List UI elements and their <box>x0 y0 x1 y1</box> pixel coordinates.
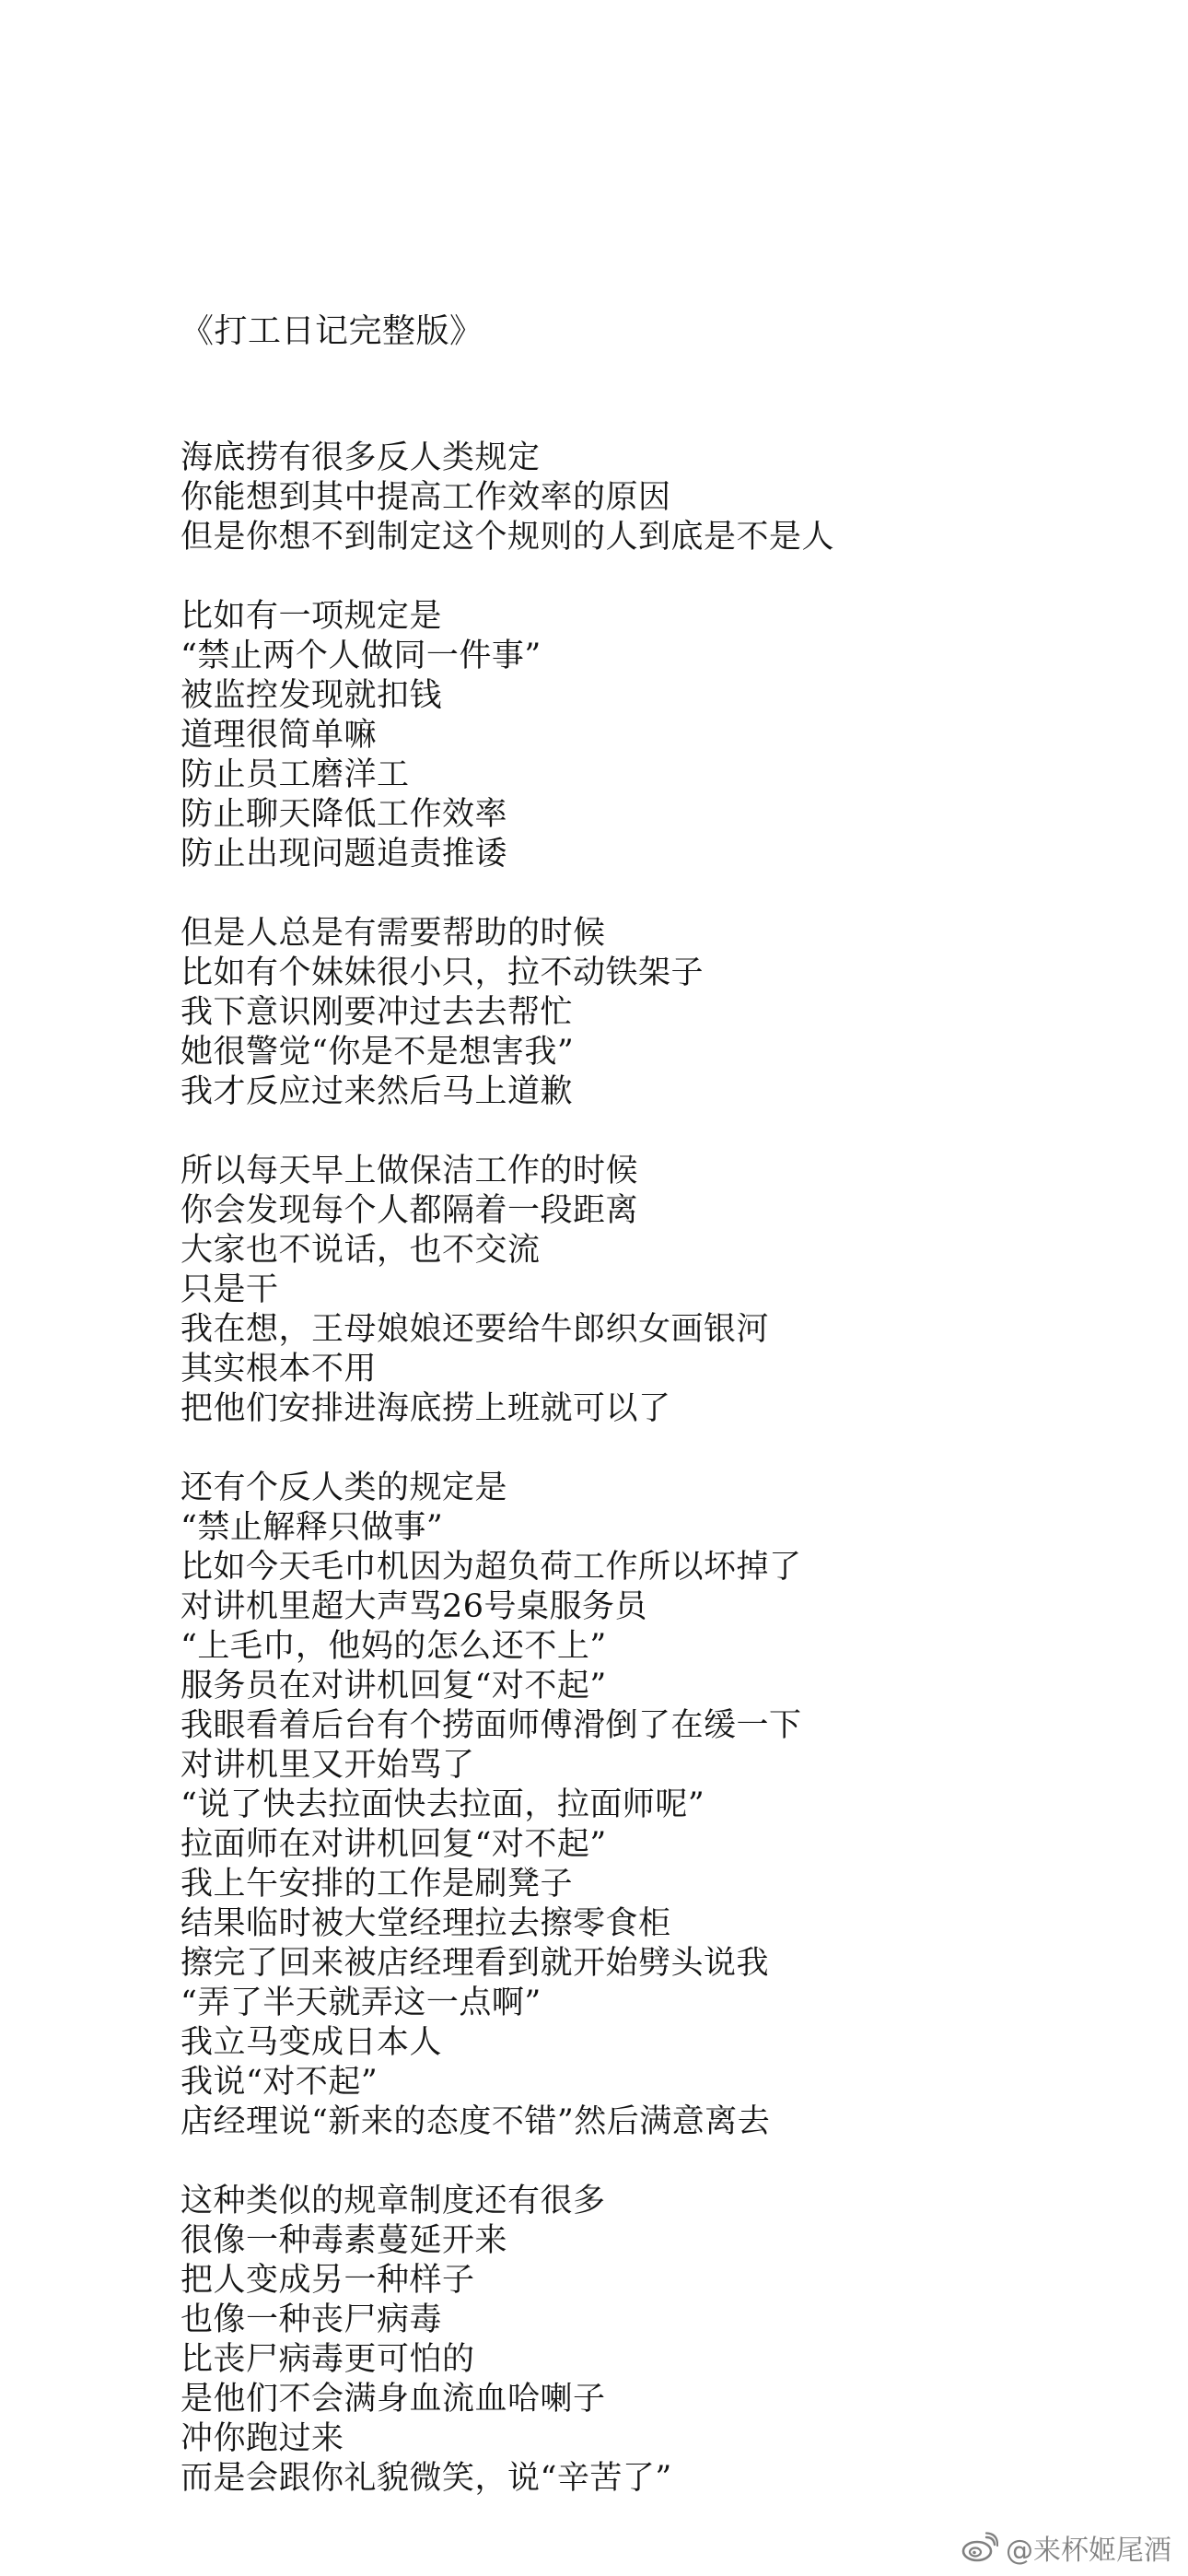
paragraph <box>181 1469 1157 2142</box>
text-line: 其实根本不用 <box>181 1351 378 1388</box>
text-line: 我在想，王母娘娘还要给牛郎织女画银河 <box>181 1311 770 1348</box>
text-line: 大家也不说话，也不交流 <box>181 1232 541 1269</box>
text-line: 只是干 <box>181 1271 279 1308</box>
text-line: 店经理说“新来的态度不错”然后满意离去 <box>181 2103 771 2140</box>
text-line: 我下意识刚要冲过去去帮忙 <box>181 994 574 1031</box>
text-line: 对讲机里又开始骂了 <box>181 1747 475 1784</box>
paragraph <box>181 597 1157 874</box>
text-line: 这种类似的规章制度还有很多 <box>181 2183 606 2219</box>
paragraph <box>181 2182 1157 2499</box>
text-line: 结果临时被大堂经理拉去擦零食柜 <box>181 1905 671 1942</box>
text-line: 也像一种丧尸病毒 <box>181 2301 443 2338</box>
watermark <box>961 2529 1171 2566</box>
text-line: 比如有个妹妹很小只，拉不动铁架子 <box>181 954 705 991</box>
text-line: 我说“对不起” <box>181 2064 379 2101</box>
text-line: “弄了半天就弄这一点啊” <box>181 1985 542 2021</box>
text-line: 道理很简单嘛 <box>181 717 378 754</box>
text-line: 把他们安排进海底捞上班就可以了 <box>181 1390 671 1427</box>
text-line: 冲你跑过来 <box>181 2420 344 2457</box>
text-line: 很像一种毒素蔓延开来 <box>181 2222 508 2259</box>
text-line: 你会发现每个人都隔着一段距离 <box>181 1192 639 1229</box>
paragraph <box>181 439 1157 557</box>
text-line: 对讲机里超大声骂26号桌服务员 <box>181 1588 648 1625</box>
text-line: 我立马变成日本人 <box>181 2024 443 2061</box>
text-line: 我眼看着后台有个捞面师傅滑倒了在缓一下 <box>181 1707 802 1744</box>
document-title: 《打工日记完整版》 <box>181 312 483 350</box>
text-line: “禁止两个人做同一件事” <box>181 638 542 674</box>
paragraph <box>181 1152 1157 1429</box>
watermark-text: @来杯姬尾酒 <box>1006 2535 1171 2567</box>
text-line: “上毛巾，他妈的怎么还不上” <box>181 1628 607 1665</box>
text-line: 还有个反人类的规定是 <box>181 1469 508 1506</box>
paragraph <box>181 914 1157 1112</box>
text-line: 防止员工磨洋工 <box>181 756 410 793</box>
text-line: 是他们不会满身血流血哈喇子 <box>181 2381 606 2418</box>
text-line: 但是你想不到制定这个规则的人到底是不是人 <box>181 519 835 556</box>
text-line: 服务员在对讲机回复“对不起” <box>181 1668 607 1704</box>
text-line: 我才反应过来然后马上道歉 <box>181 1073 574 1110</box>
text-line: “说了快去拉面快去拉面，拉面师呢” <box>181 1786 705 1823</box>
text-line: 而是会跟你礼貌微笑，说“辛苦了” <box>181 2460 672 2497</box>
text-line: 我上午安排的工作是刷凳子 <box>181 1866 574 1903</box>
document-body <box>181 311 1157 2538</box>
text-line: 防止出现问题追责推诿 <box>181 836 508 872</box>
text-line: 她很警觉“你是不是想害我” <box>181 1034 575 1071</box>
text-line: 拉面师在对讲机回复“对不起” <box>181 1826 607 1863</box>
text-line: 海底捞有很多反人类规定 <box>181 439 541 476</box>
paragraph-list <box>181 439 1157 2499</box>
text-line: 比丧尸病毒更可怕的 <box>181 2341 475 2378</box>
text-line: 擦完了回来被店经理看到就开始劈头说我 <box>181 1945 770 1982</box>
text-line: 比如有一项规定是 <box>181 598 443 635</box>
text-line: 防止聊天降低工作效率 <box>181 796 508 833</box>
text-line: 比如今天毛巾机因为超负荷工作所以坏掉了 <box>181 1549 802 1586</box>
text-line: 你能想到其中提高工作效率的原因 <box>181 479 671 516</box>
weibo-logo-icon <box>961 2532 998 2563</box>
text-line: 被监控发现就扣钱 <box>181 677 443 714</box>
text-line: 所以每天早上做保洁工作的时候 <box>181 1153 639 1189</box>
text-line: 把人变成另一种样子 <box>181 2262 475 2299</box>
text-line: 但是人总是有需要帮助的时候 <box>181 915 606 952</box>
text-line: “禁止解释只做事” <box>181 1509 444 1546</box>
